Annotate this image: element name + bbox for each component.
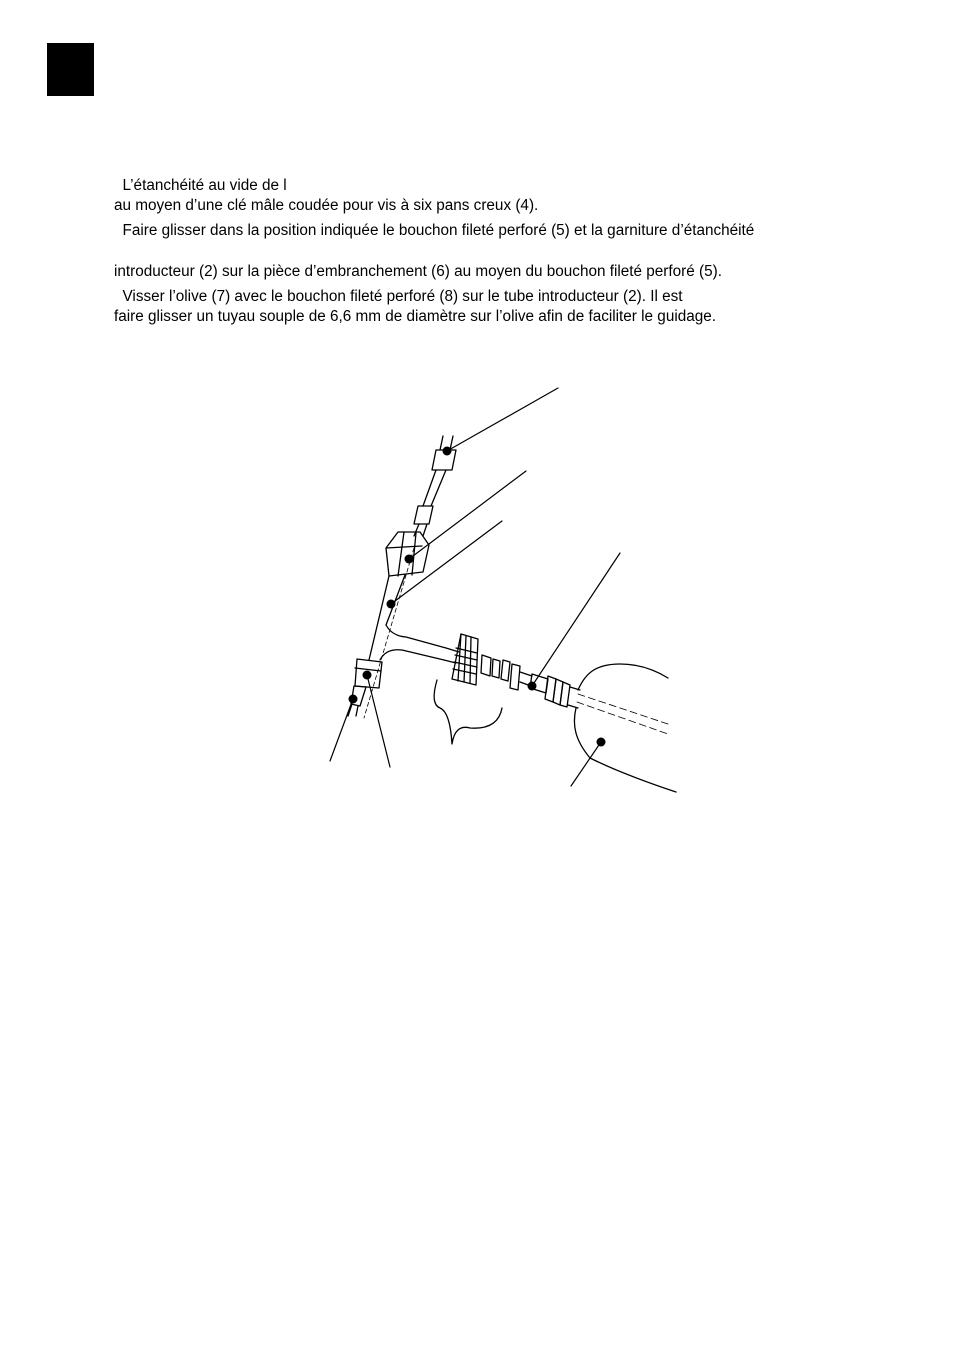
text-line-2: au moyen d’une clé mâle coudée pour vis à six pans creux (4). xyxy=(114,197,539,214)
olive-fitting-lower xyxy=(348,659,382,716)
knurled-threaded-cap xyxy=(452,634,478,685)
callout-dot-7 xyxy=(597,738,606,747)
text-line-1: L’étanchéité au vide de l xyxy=(114,177,287,194)
text-line-6: faire glisser un tuyau souple de 6,6 mm de diamètre sur l’olive afin de faciliter le guidage. xyxy=(114,308,717,325)
leader-dots xyxy=(349,447,606,747)
callout-dot-6 xyxy=(363,671,372,680)
callout-dot-4 xyxy=(528,682,537,691)
bracket-brace xyxy=(434,680,502,744)
callout-dot-1 xyxy=(443,447,452,456)
vessel-body xyxy=(574,664,676,792)
callout-dot-2 xyxy=(405,555,414,564)
text-line-3: Faire glisser dans la position indiquée le bouchon fileté perforé (5) et la garniture d’étanchéité xyxy=(114,222,755,239)
vessel-connector xyxy=(530,674,580,708)
text-line-4: introducteur (2) sur la pièce d’embranchement (6) au moyen du bouchon fileté perforé (5). xyxy=(114,263,722,280)
callout-dot-3 xyxy=(387,600,396,609)
branch-piece xyxy=(380,625,459,663)
sealing-rings xyxy=(481,655,532,690)
leader-lines xyxy=(330,388,620,786)
callout-dot-5 xyxy=(349,695,358,704)
text-line-5: Visser l’olive (7) avec le bouchon fileté perforé (8) sur le tube introducteur (2). Il est xyxy=(114,288,683,305)
